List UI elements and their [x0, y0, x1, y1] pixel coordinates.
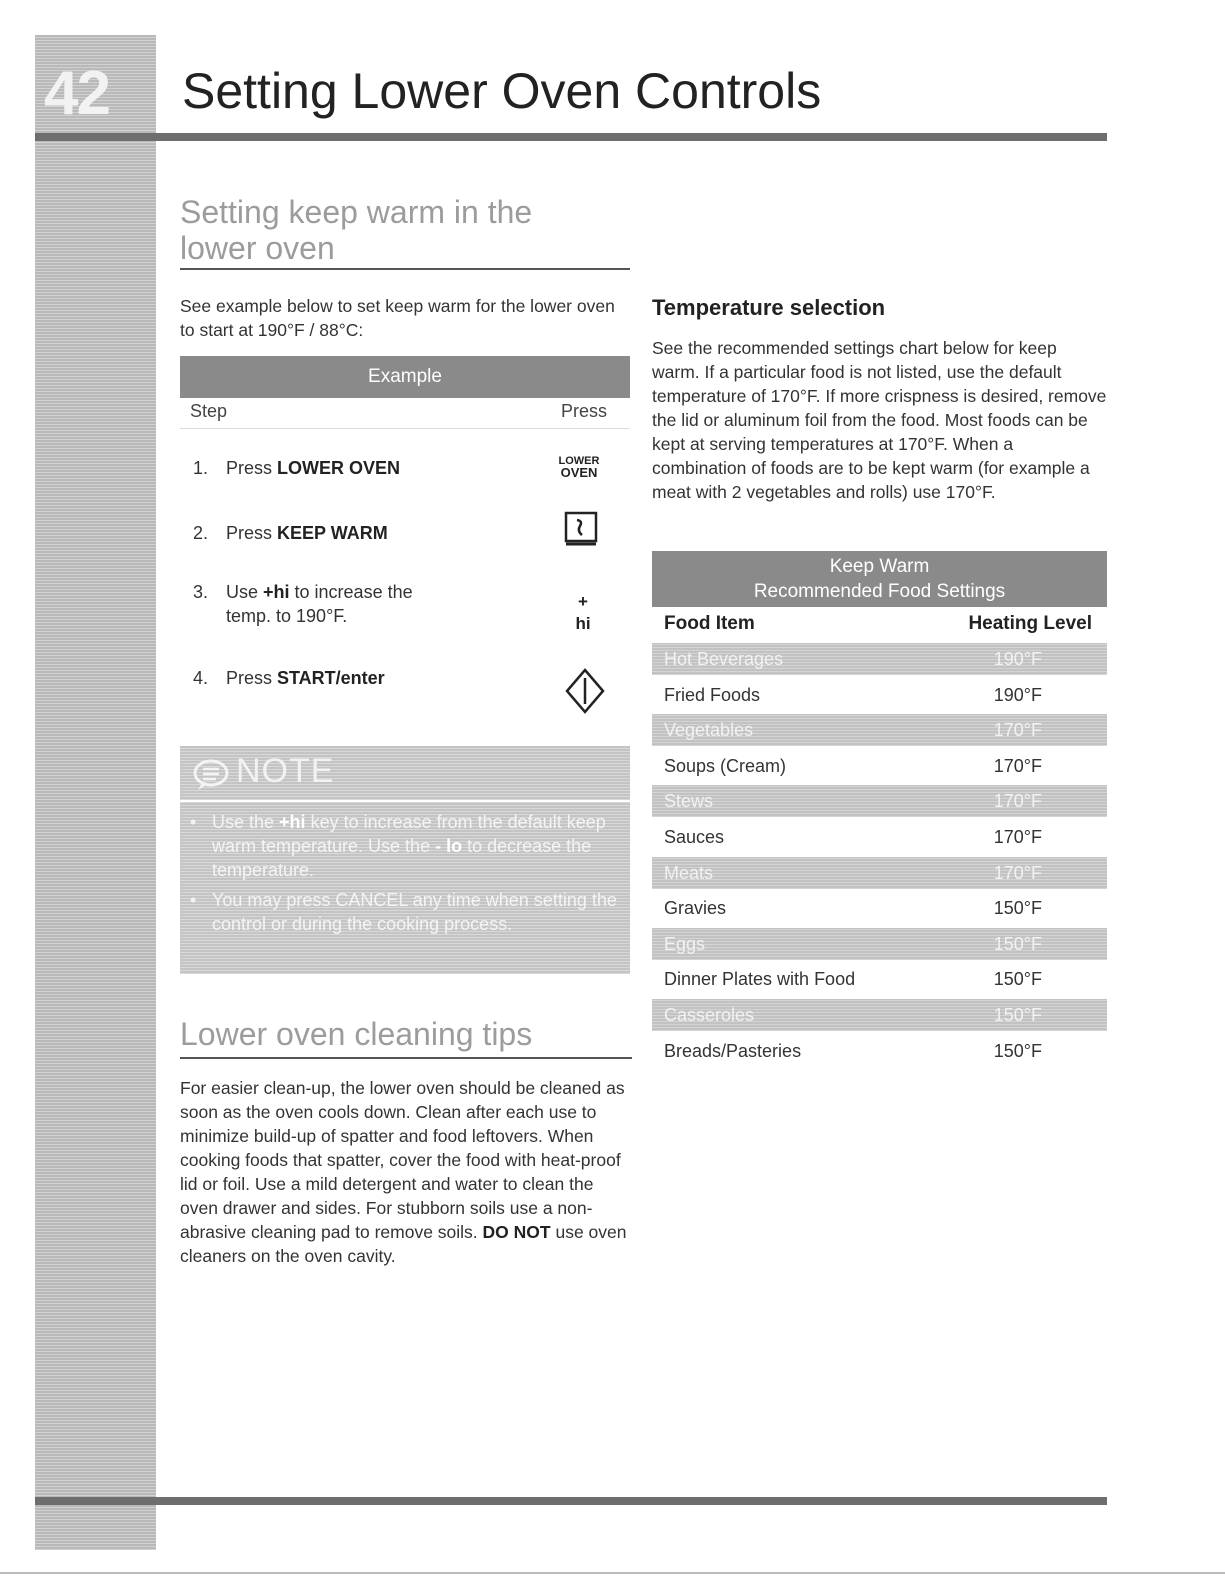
food-item-cell: Meats: [664, 862, 714, 883]
heating-level-cell: 150°F: [993, 898, 1042, 919]
note-separator: [180, 800, 630, 802]
step-text-continued: temp. to 190°F.: [226, 606, 348, 626]
food-item-cell: Fried Foods: [664, 684, 761, 705]
step-3: [193, 580, 413, 628]
heating-level-cell: 150°F: [993, 933, 1042, 954]
step-4: [193, 666, 385, 690]
heating-level-cell: 150°F: [993, 1004, 1042, 1025]
keep-warm-heading: [180, 194, 532, 266]
lower-oven-key-line2: OVEN: [560, 465, 598, 480]
food-item-cell: Breads/Pasteries: [664, 1040, 802, 1061]
heating-level-cell: 170°F: [993, 791, 1042, 812]
heating-level-cell: 170°F: [993, 720, 1042, 741]
table-row: [652, 679, 1107, 711]
step-key-name: KEEP WARM: [277, 523, 388, 543]
cleaning-heading-rule: [180, 1057, 632, 1059]
note-icon: [192, 758, 230, 797]
step-number: 1.: [193, 458, 209, 478]
food-settings-table: [652, 643, 1107, 1070]
hi-key-label: hi: [575, 614, 591, 633]
keep-warm-heading-line2: lower oven: [180, 230, 335, 266]
table-row: [652, 963, 1107, 995]
temperature-selection-body: See the recommended settings chart below for keep warm. If a particular food is not listed, use the default temperature of 170°F. If more crispness is desired, remove the lid or aluminum foil from the food. Most foods can be kept at serving temperatures at 170°F. When a combination of foods are to be kept warm (for example a meat with 2 vegetables and rolls) use 170°F.: [652, 338, 1107, 502]
example-header-divider: [180, 428, 630, 429]
step-2: [193, 521, 388, 545]
banner-line2: Recommended Food Settings: [753, 581, 1006, 602]
table-row: [652, 857, 1107, 889]
step-text: Press: [226, 523, 278, 543]
keep-warm-table-banner: [652, 551, 1107, 607]
step-text: Use: [226, 582, 264, 602]
note-text: to decrease the temperature.: [212, 836, 592, 880]
bullet-icon: •: [190, 890, 197, 910]
step-number: 3.: [193, 582, 209, 602]
heating-level-cell: 170°F: [993, 826, 1042, 847]
heating-level-cell: 170°F: [993, 862, 1042, 883]
step-key-name: +hi: [263, 582, 290, 602]
table-row: [652, 999, 1107, 1031]
cleaning-body: [180, 1076, 632, 1268]
note-text: You may press CANCEL any time when setting the control or during the cooking process.: [212, 890, 617, 934]
note-item: [190, 810, 620, 882]
step-key-name: LOWER OVEN: [277, 458, 401, 478]
start-enter-key-icon: [565, 668, 605, 719]
step-text: Press: [226, 668, 278, 688]
table-row: [652, 643, 1107, 675]
heating-level-cell: 150°F: [993, 969, 1042, 990]
example-banner: Example: [180, 356, 630, 398]
note-text: Use the: [212, 812, 280, 832]
note-item: [190, 888, 620, 936]
hi-key-plus: +: [578, 592, 588, 611]
page-title: Setting Lower Oven Controls: [182, 63, 822, 119]
step-text-end: to increase the: [289, 582, 413, 602]
food-item-cell: Casseroles: [664, 1004, 755, 1025]
cleaning-text-end: use oven cleaners on the oven cavity.: [180, 1222, 627, 1266]
step-number: 2.: [193, 523, 209, 543]
cleaning-text: For easier clean-up, the lower oven should be cleaned as soon as the oven cools down. Clean after each use to minimize build-up of spatter and food leftovers. When cooking foods that spatter, cover the food with heat-proof lid or foil. Use a mild detergent and water to clean the oven drawer and sides. For stubborn soils use a non-abrasive cleaning pad to remove soils.: [180, 1078, 625, 1242]
step-1: [193, 456, 400, 480]
table-row: [652, 928, 1107, 960]
heating-level-cell: 170°F: [993, 755, 1042, 776]
food-item-cell: Dinner Plates with Food: [664, 969, 856, 990]
keep-warm-key-icon: [564, 511, 598, 552]
food-item-cell: Stews: [664, 791, 714, 812]
food-table-header: [652, 610, 1107, 640]
bottom-rule: [35, 1497, 1107, 1505]
food-item-cell: Gravies: [664, 898, 727, 919]
note-list: [190, 810, 620, 942]
food-item-cell: Hot Beverages: [664, 649, 784, 669]
step-text: Press: [226, 458, 278, 478]
page-edge-line: [0, 1572, 1225, 1574]
food-item-cell: Eggs: [664, 933, 706, 954]
heating-level-cell: 190°F: [993, 684, 1042, 705]
cleaning-emphasis: DO NOT: [482, 1222, 551, 1242]
note-title: NOTE: [236, 752, 335, 790]
note-text: key to increase from the default keep warm temperature. Use the: [212, 812, 606, 856]
temperature-selection-heading: Temperature selection: [652, 295, 886, 320]
bullet-icon: •: [190, 812, 197, 832]
page-number: 42: [44, 59, 109, 128]
keep-warm-intro: See example below to set keep warm for the lower oven to start at 190°F / 88°C:: [180, 296, 615, 340]
food-item-cell: Soups (Cream): [664, 755, 787, 776]
table-row: [652, 750, 1107, 782]
lower-oven-key-line1: LOWER: [558, 455, 600, 467]
keep-warm-heading-line1: Setting keep warm in the: [180, 194, 533, 230]
page-sidebar-band: [35, 35, 156, 1550]
table-row: [652, 892, 1107, 924]
heating-level-cell: 150°F: [993, 1040, 1042, 1061]
table-row: [652, 785, 1107, 817]
cleaning-heading: Lower oven cleaning tips: [180, 1016, 533, 1052]
heating-level-header: Heating Level: [968, 613, 1092, 634]
table-row: [652, 1035, 1107, 1067]
note-key: +hi: [279, 812, 306, 832]
hi-key: [563, 591, 603, 635]
banner-line1: Keep Warm: [829, 556, 930, 577]
step-number: 4.: [193, 668, 209, 688]
food-item-cell: Sauces: [664, 826, 725, 847]
step-key-name: START/enter: [277, 668, 385, 688]
table-row: [652, 714, 1107, 746]
step-column-header: Step: [190, 401, 228, 421]
press-column-header: Press: [561, 401, 608, 421]
top-rule: [35, 133, 1107, 141]
food-item-cell: Vegetables: [664, 720, 754, 741]
table-row: [652, 821, 1107, 853]
note-key: - lo: [435, 836, 463, 856]
food-item-header: Food Item: [664, 613, 755, 634]
lower-oven-key: [555, 455, 603, 479]
keep-warm-heading-rule: [180, 268, 630, 270]
heating-level-cell: 190°F: [993, 649, 1042, 669]
